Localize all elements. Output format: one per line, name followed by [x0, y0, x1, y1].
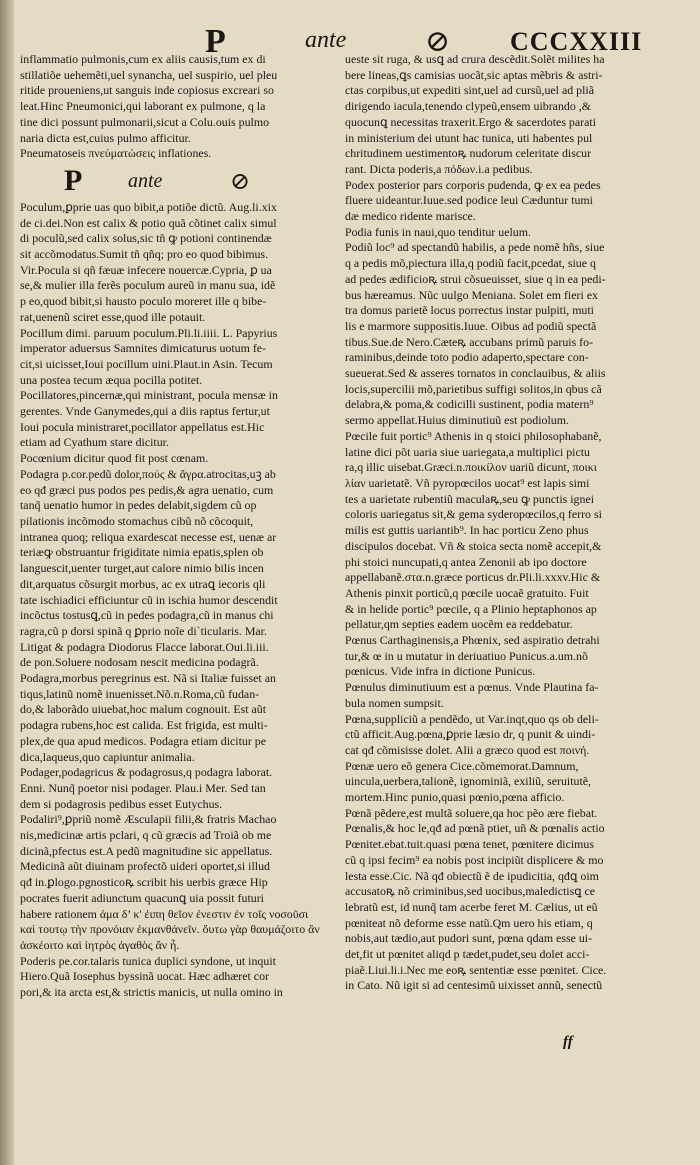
right-column [345, 52, 651, 994]
text-line: tibus.Sue.de Nero.Cæteꝶ accubans primũ paruis fo- [345, 334, 594, 349]
text-line: bere lineas,ꝗs camisias uocãt,sic aptas mẽbris & astri- [345, 67, 603, 82]
text-line: dica,laqueus,quo capiuntur animalia. [20, 749, 195, 764]
text-line: Ioui pocula ministraret,pocillator appellatus est.Hic [20, 419, 265, 434]
text-line: dirigendo iacula,tenendo clypeũ,ensem uibrando ,& [345, 99, 591, 114]
text-line: Pœnã pẽdere,est multã soluere,qa hoc pẽo ære fiebat. [345, 805, 598, 820]
text-line: tur,& œ in u mutatur in deriuatiuo Punicus.a.um.nõ [345, 648, 588, 663]
text-line: gerentes. Vnde Ganymedes,qui a diis raptus fertur,ut [20, 404, 270, 419]
folio-number: CCCXXIII [510, 27, 643, 56]
text-line: nobis,aut tædio,aut pudori sunt, pœna qdam esse ui- [345, 931, 593, 946]
text-line: raminibus,deinde toto podio adaperto,spectare con- [345, 350, 589, 365]
text-line: Pœnalis,& hoc le,qđ ad pœnã ptiet, uñ & pœnalis actio [345, 821, 605, 836]
text-line: ad pedes ædificioꝶ strui cõsueuisset, siue q in ea pedi- [345, 271, 606, 286]
text-line: & in helide portic⁹ pœcile, q a Plinio heptaphonos ap [345, 601, 597, 616]
text-line: tate ischiadici efficiuntur cũ in ischia humor descendit [20, 592, 278, 607]
text-line: pilationis incõmodo stomachus cibũ nõ cõcoquit, [20, 513, 254, 528]
text-line: lis e marmore suppositis.Iuue. Oibus ad podiũ spectã [345, 318, 597, 333]
text-line: locis,supercilii mõ,parietibus suffigi solitos,in qbus cã [345, 381, 602, 396]
text-line: languescit,uenter turget,aut calore nimio bilis incen [20, 561, 264, 576]
text-line: pœniteat nõ deforme esse natũ.Qm uero his etiam, q [345, 915, 593, 930]
text-line: καὶ τουτῳ τὴν προνόιαν ἐκμανθάνεῖν. ὅυτω γὰρ θαυμάζοιτο ἂν [20, 922, 320, 937]
text-line: naria dicta est,cuius pulmo afficitur. [20, 130, 191, 145]
text-line: ragra,cũ p dorsi spinã q ꝑprio noĩe di`ticularis. Mar. [20, 623, 267, 638]
text-line: dæ medico ridente marisce. [345, 209, 476, 224]
running-head-word: ante [305, 27, 347, 53]
text-line: incõctus tostusꝗ,cũ in pedes podagra,cũ in manus chi [20, 608, 274, 623]
signature-mark: ff [563, 1034, 573, 1050]
left-column-intro [20, 52, 338, 162]
text-line: ueste sit ruga, & usꝗ ad crura descẽdit.Solẽt milites ha [345, 52, 605, 66]
text-line: cit,si uicisset,Ioui pocillum uini.Plaut.in Asin. Tecum [20, 356, 273, 371]
text-line: Podager,podagricus & podagrosus,q podagra laborat. [20, 765, 273, 780]
text-line: Pneumatoseis πνεύματώσεις inflationes. [20, 146, 212, 161]
text-line: ctas corpibus,ut expediti sint,uel ad cursũ,uel ad pliã [345, 83, 594, 98]
text-line: Pœnus Carthaginensis,a Phœnix, sed aspiratio detrahi [345, 633, 600, 648]
text-line: accusatoꝶ nõ criminibus,sed uocibus,maledictisꝗ ce [345, 884, 596, 899]
text-line: tine dici possunt pulmonarii,sicut a Colu.ouis pulmo [20, 114, 270, 129]
text-line: p eo,quod bibit,si hausto poculo moreret ille q bibe- [20, 294, 267, 309]
text-line: pellatur,qm septies eadem uocẽm ea reddebatur. [345, 617, 573, 632]
text-line: pocrates fuerit adiunctum quacunꝗ uia possit futuri [20, 890, 264, 905]
text-line: Podiũ loc⁹ ad spectandũ habilis, a pede nomẽ hñs, siue [345, 240, 605, 255]
section-heading-symbol: ⊘ [230, 168, 251, 195]
text-line: discipulos docebat. Vñ & stoica secta nomẽ accepit,& [345, 538, 602, 553]
text-line: tes a uarietate rubentiũ maculaꝶ,seu ꝙ punctis ignei [345, 491, 595, 506]
text-line: dicinã,pfectus est.A pedũ magnitudine sic appellatus. [20, 843, 273, 858]
text-line: Vir.Pocula si qñ fæuæ infecere nouercæ.Cypria, ꝑ ua [20, 262, 272, 277]
text-line: se,& mulier illa ferẽs poculum aureũ in manu sua, idẽ [20, 278, 276, 293]
text-line: sit accõmodatus.Sumit tñ qñq; pro eo quod bibimus. [20, 247, 269, 262]
text-line: Pœnitet.ebat.tuit.quasi pœna tenet, pœnitere dicimus [345, 837, 594, 852]
text-line: mortem.Hinc punio,quasi pœnio,pœna afficio. [345, 790, 565, 805]
text-line: rant. Dicta poderis,a πόδων.i.a pedibus. [345, 161, 533, 176]
text-line: Medicinã aũt diuinam profectõ uideri oportet,si illud [20, 859, 270, 874]
text-line: tra domus parietẽ locus porrectus instar pulpiti, muti [345, 303, 594, 318]
text-line: pœnicus. Vide infra in dictione Punicus. [345, 664, 536, 679]
text-line: ctũ afficit.Aug.pœna,ꝑprie læsio dr, q punit & uindi- [345, 727, 596, 742]
text-line: Litigat & podagra Diodorus Flacce laborat.Oui.li.iii. [20, 639, 269, 654]
text-line: lebratũ est, id nunq̃ tam acerbe feret M. Cælius, ut eũ [345, 899, 598, 914]
text-line: leat.Hinc Pneumonici,qui laborant ex pulmone, q la [20, 99, 266, 114]
text-line: ritide proueniens,ut sanguis inde copiosus excreari so [20, 83, 274, 98]
text-line: Poculum,ꝑprie uas quo bibit,a potiõe dictũ. Aug.li.xix [20, 199, 277, 214]
text-line: una postea tecum æqua pocilla potitet. [20, 372, 203, 387]
text-line: lesta esse.Cic. Nã qđ obiectũ ẽ de ipudicitia, qđꝗ oim [345, 868, 599, 883]
text-line: intranea quoq; reliqua exardescat necesse est, uenæ ar [20, 529, 277, 544]
text-line: Pœcile fuit portic⁹ Athenis in q stoici philosophabanẽ, [345, 428, 602, 443]
text-line: Podex posterior pars corporis pudenda, ꝙ ex ea pedes [345, 177, 601, 192]
text-line: cat qđ cõmisisse dolet. Alii a græco quod est ποινή. [345, 742, 590, 757]
text-line: imperator aduersus Samnites dimicaturus uotum fe- [20, 341, 267, 356]
text-line: Pocœnium dicitur quod fit post cœnam. [20, 451, 209, 466]
text-line: Athenis pinxit porticũ,q pœcile uocaẽ gratuito. Fuit [345, 585, 589, 600]
text-line: nis,medicinæ artis pclari, q cũ græcis ad Troiã ob me [20, 828, 272, 843]
text-line: milis est guttis uariantib⁹. In hac porticu Zeno phus [345, 523, 589, 538]
text-line: do,& laborãdo uiuebat,hoc malum cognouit. Est aũt [20, 702, 267, 717]
section-heading [20, 162, 338, 200]
left-column-body [20, 200, 338, 1001]
text-line: λίαν uarietatẽ. Vñ pyropœcilos uocat⁹ est lapis simi [345, 475, 590, 490]
text-line: Podagra p.cor.pedũ dolor,πούς & ἄγρα.atrocitas,uꝫ ab [20, 466, 276, 481]
section-heading-word: ante [128, 169, 163, 192]
text-line: phi stoici nuncupati,q antea Zenonii ab ipo doctore [345, 554, 587, 569]
text-line: latine dici põt uaria siue uariegata,a multiplici pictu [345, 444, 590, 459]
text-line: in ministerium dei utunt hac tunica, uti habentes pul [345, 130, 593, 145]
running-head-symbol: ⊘ [425, 25, 451, 58]
text-line: de pon.Soluere nodosam nescit medicina podagrã. [20, 655, 259, 670]
text-line: qđ in.ꝑlogo.pgnosticoꝶ scribit his uerbis græce Hip [20, 875, 268, 890]
text-line: habere rationem ἀμα δ’ κ' ἐιπη θεῖον ἐνεστιν ἐν τοῖς νοσοῦσι [20, 906, 309, 921]
text-line: bula nomen sumpsit. [345, 695, 444, 710]
text-line: Enni. Nunq̃ poetor nisi podager. Plau.i Mer. Sed tan [20, 780, 266, 795]
text-line: inflammatio pulmonis,cum ex aliis causis,tum ex di [20, 52, 266, 66]
text-line: di poculũ,sed calix solus,sic tñ ꝙ potioni continendæ [20, 231, 272, 246]
text-line: ra,q illic uisebat.Græci.n.ποικίλον uariũ dicunt, ποικι [345, 460, 598, 475]
right-column-body [345, 52, 651, 994]
text-line: dit,arquatus cõsurgit morbus, ac ex utraꝗ iecoris qli [20, 576, 266, 591]
text-line: Pœnulus diminutiuum est a pœnus. Vnde Plautina fa- [345, 680, 599, 695]
text-line: cũ q ipsi fecim⁹ ea nobis post incipiũt displicere & mo [345, 852, 604, 867]
text-line: Podia funis in naui,quo tenditur uelum. [345, 224, 531, 239]
text-line: podagra rubens,hoc est calida. Est frigida, est multi- [20, 718, 268, 733]
text-line: in Cato. Nũ igit si ad centesimũ uixisset annũ, senectũ [345, 978, 603, 993]
text-line: appellabanẽ.στα.n.græce porticus dr.Pli.li.xxxv.Hic & [345, 570, 601, 585]
text-line: pori,& ita arcta est,& strictis manicis, ut nulla omino in [20, 985, 283, 1000]
text-line: sueuerat.Sed & asseres tornatos in conclauibus, & aliis [345, 366, 606, 381]
text-line: eo qđ græci pus podos pes pedis,& agra uenatio, cum [20, 482, 274, 497]
page-header [0, 0, 700, 60]
text-line: rat,uenenũ sciret esse,quod ille potauit. [20, 309, 206, 324]
text-line: tanq̃ uenatio humor in pedes delabit,sigdem cũ op [20, 498, 257, 513]
text-line: sermo appellat.Huius diminutiuũ est podiolum. [345, 413, 569, 428]
text-line: Pœnæ uero eõ genera Cice.cõmemorat.Damnum, [345, 758, 579, 773]
text-line: Pocillatores,pincernæ,qui ministrant, pocula mensæ in [20, 388, 278, 403]
text-line: piaẽ.Liui.li.i.Nec me eoꝶ sententiæ esse pœnitet. Cice. [345, 962, 607, 977]
text-line: de ci.dei.Non est calix & potio quã cõtinet calix simul [20, 215, 277, 230]
left-column [20, 52, 338, 1001]
text-line: Podaliri⁹,ꝑpriũ nomẽ Æsculapii filii,& fratris Machao [20, 812, 277, 827]
text-line: coloris uariegatus sit,& gema syderopœcilos,q ferro si [345, 507, 602, 522]
text-line: teriæꝙ obstruantur frigiditate nimia epatis,splen ob [20, 545, 264, 560]
text-line: delabra,& poma,& codicilli sustinent, podia matern⁹ [345, 397, 594, 412]
text-line: etiam ad Cyathum stare dicitur. [20, 435, 169, 450]
running-head-letter: P [205, 23, 226, 60]
text-line: q a pedis mõ,piectura illa,q podiũ facit,pcedat, siue q [345, 256, 596, 271]
text-line: dem si podagrosis pedibus esset Eutychus. [20, 796, 223, 811]
text-line: Podagra,morbus peregrinus est. Nã si Italiæ fuisset an [20, 671, 276, 686]
text-line: det,fit ut pœnitet aliqd p tædet,pudet,seu dolet acci- [345, 947, 590, 962]
text-line: uincula,uerbera,talionẽ, ignominiã, exiliũ, seruitutẽ, [345, 774, 591, 789]
section-heading-letter: P [64, 163, 83, 197]
text-line: ἀσκέοιτο καὶ ἰητρὸς ἀγαθὸς ἄν ἦ. [20, 937, 180, 952]
text-line: plex,de qua apud medicos. Podagra etiam dicitur pe [20, 733, 266, 748]
text-line: Poderis pe.cor.talaris tunica duplici syndone, ut inquit [20, 953, 276, 968]
text-line: Pœna,suppliciũ a pendẽdo, ut Var.inqt,quo qs ob deli- [345, 711, 599, 726]
text-line: quocunꝗ necessitas traxerit.Ergo & sacerdotes parati [345, 114, 596, 129]
text-line: stillatiõe uehemẽti,uel synancha, uel suspirio, uel pleu [20, 67, 278, 82]
text-line: Pocillum dimi. paruum poculum.Pli.li.iiii. L. Papyrius [20, 325, 278, 340]
text-line: fluere uideantur.Iuue.sed podice leui Cæduntur tumi [345, 193, 593, 208]
text-line: Hiero.Quã Iosephus byssinã uocat. Hæc adhæret cor [20, 969, 269, 984]
text-line: tiqus,latinũ nomẽ inuenisset.Nõ.n.Roma,cũ fudan- [20, 686, 260, 701]
text-line: bus hæreamus. Nũc uulgo Meniana. Solet em fieri ex [345, 287, 598, 302]
text-line: chritudinem uestimentoꝶ nudorum celeritate discur [345, 146, 592, 161]
